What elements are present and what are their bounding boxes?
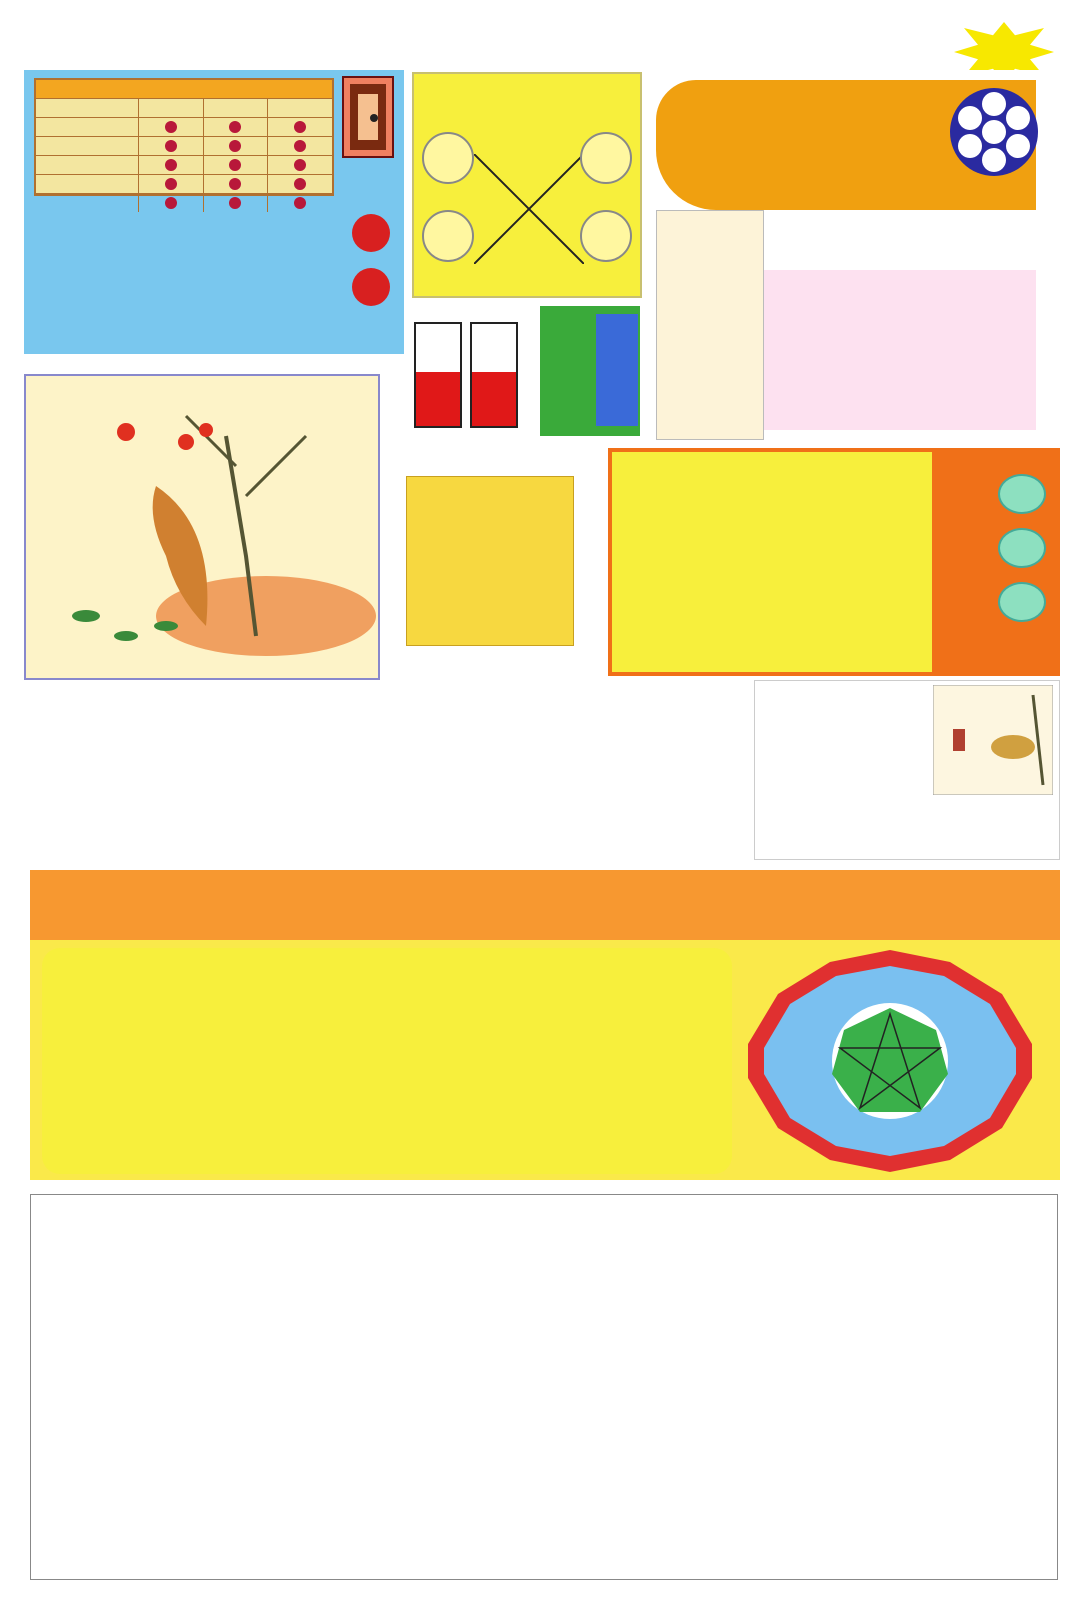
carp-scene-image xyxy=(24,374,380,680)
marker-dot xyxy=(229,140,241,152)
marker-dot xyxy=(229,159,241,171)
combo-number xyxy=(580,132,632,184)
liuhe-inner xyxy=(612,452,932,672)
col-header xyxy=(36,99,138,117)
combo-number xyxy=(422,210,474,262)
liuhe-panel xyxy=(608,448,1060,676)
table-title xyxy=(36,80,332,98)
flower-logo-icon xyxy=(946,84,1042,180)
right-border xyxy=(1058,70,1080,1581)
row-label xyxy=(36,175,138,193)
xuan-band xyxy=(30,870,1060,940)
marker-dot xyxy=(165,159,177,171)
number-circle xyxy=(352,268,390,306)
goat-scene-image xyxy=(754,680,1060,860)
fortune-card xyxy=(42,948,732,1174)
row-label xyxy=(36,137,138,155)
catch-door-image xyxy=(342,76,394,158)
pink-box xyxy=(756,270,1036,430)
special-number xyxy=(998,474,1046,514)
zodiac-wheel xyxy=(740,948,1040,1174)
hot-cold-panel xyxy=(24,70,404,354)
notice-box xyxy=(656,210,764,440)
marker-dot xyxy=(294,178,306,190)
notice-text xyxy=(661,215,735,435)
zodiac-grid xyxy=(28,686,758,866)
table-row xyxy=(36,174,332,193)
number-circle xyxy=(352,214,390,252)
card-even xyxy=(470,322,518,428)
table-row xyxy=(36,117,332,136)
row-label xyxy=(36,156,138,174)
row-label xyxy=(36,118,138,136)
special-number xyxy=(998,582,1046,622)
combo-number xyxy=(580,210,632,262)
lucky-combo-panel xyxy=(412,72,642,298)
marker-dot xyxy=(165,178,177,190)
table-row xyxy=(36,193,332,212)
marker-dot xyxy=(294,197,306,209)
hot-cold-table xyxy=(34,78,334,196)
special-card xyxy=(540,306,640,436)
big-even-cards xyxy=(414,306,524,436)
marker-dot xyxy=(229,197,241,209)
row-label xyxy=(36,194,138,212)
marker-dot xyxy=(229,178,241,190)
special-number xyxy=(998,528,1046,568)
col-header xyxy=(267,99,332,117)
fortune-panel xyxy=(30,870,1060,1180)
bottom-border xyxy=(0,1581,1080,1603)
table-row xyxy=(36,155,332,174)
scroll-body xyxy=(406,476,574,646)
card-bottom xyxy=(472,372,516,426)
col-header xyxy=(203,99,268,117)
card-big xyxy=(414,322,462,428)
cross-lines-icon xyxy=(474,154,584,264)
marker-dot xyxy=(294,140,306,152)
poem-scroll xyxy=(398,460,582,660)
left-border xyxy=(0,70,22,1581)
marker-dot xyxy=(165,140,177,152)
marker-dot xyxy=(294,159,306,171)
top-border xyxy=(0,48,1080,70)
marker-dot xyxy=(165,121,177,133)
table-header xyxy=(36,98,332,117)
special-text xyxy=(596,314,638,426)
combo-number xyxy=(422,132,474,184)
card-bottom xyxy=(416,372,460,426)
col-header xyxy=(138,99,203,117)
table-row xyxy=(36,136,332,155)
blessing-text xyxy=(737,221,761,431)
marker-dot xyxy=(294,121,306,133)
number-grid xyxy=(30,1194,1058,1580)
marker-dot xyxy=(165,197,177,209)
marker-dot xyxy=(229,121,241,133)
